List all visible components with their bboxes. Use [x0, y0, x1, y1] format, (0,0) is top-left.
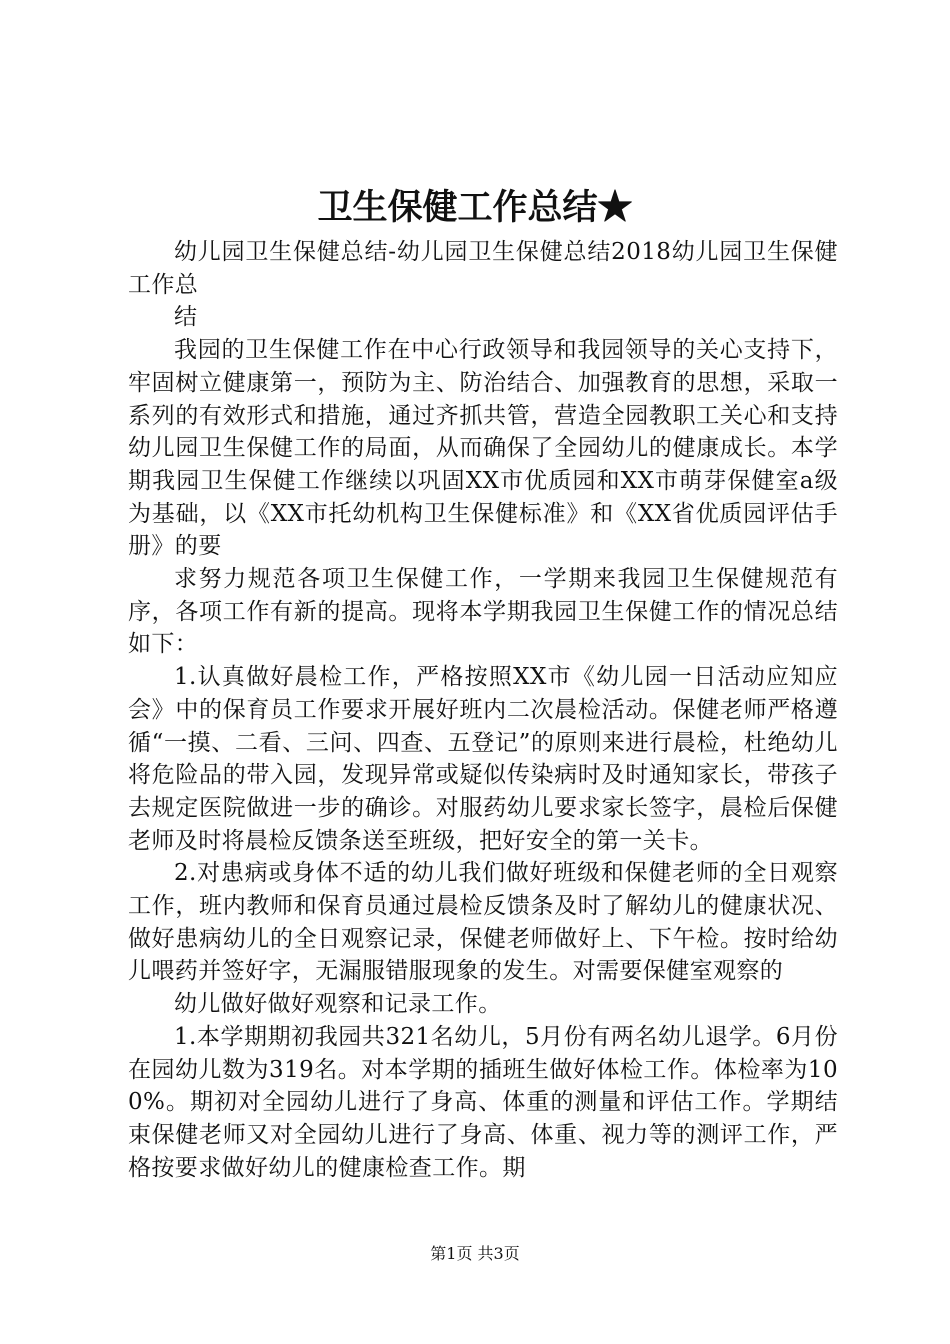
paragraph: 求努力规范各项卫生保健工作，一学期来我园卫生保健规范有序，各项工作有新的提高。现将本学期我园卫生保健工作的情况总结如下：	[128, 566, 838, 658]
paragraph: 1.本学期期初我园共321名幼儿，5月份有两名幼儿退学。6月份在园幼儿数为319名。对本学期的插班生做好体检工作。体检率为100%。期初对全园幼儿进行了身高、体重的测量和评估工作。学期结束保健老师又对全园幼儿进行了身高、体重、视力等的测评工作，严格按要求做好幼儿的健康检查工作。期	[128, 1023, 838, 1181]
paragraph: 我园的卫生保健工作在中心行政领导和我园领导的关心支持下，牢固树立健康第一，预防为主、防治结合、加强教育的思想，采取一系列的有效形式和措施，通过齐抓共管，营造全园教职工关心和支持幼儿园卫生保健工作的局面，从而确保了全园幼儿的健康成长。本学期我园卫生保健工作继续以巩固XX市优质园和XX市萌芽保健室a级为基础，以《XX市托幼机构卫生保健标准》和《XX省优质园评估手册》的要	[128, 337, 838, 560]
document-body	[128, 236, 838, 1184]
paragraph: 结	[174, 304, 198, 331]
paragraph: 幼儿园卫生保健总结-幼儿园卫生保健总结2018幼儿园卫生保健工作总	[128, 239, 838, 298]
paragraph: 幼儿做好做好观察和记录工作。	[174, 991, 502, 1018]
document-title: 卫生保健工作总结★	[317, 187, 633, 228]
paragraph: 1.认真做好晨检工作，严格按照XX市《幼儿园一日活动应知应会》中的保育员工作要求开展好班内二次晨检活动。保健老师严格遵循“一摸、二看、三问、四查、五登记”的原则来进行晨检，杜绝幼儿将危险品的带入园，发现异常或疑似传染病时及时通知家长，带孩子去规定医院做进一步的确诊。对服药幼儿要求家长签字，晨检后保健老师及时将晨检反馈条送至班级，把好安全的第一关卡。	[128, 664, 838, 854]
page-number-footer: 第1页 共3页	[430, 1244, 520, 1263]
paragraph: 2.对患病或身体不适的幼儿我们做好班级和保健老师的全日观察工作，班内教师和保育员通过晨检反馈条及时了解幼儿的健康状况、做好患病幼儿的全日观察记录，保健老师做好上、下午检。按时给幼儿喂药并签好字，无漏服错服现象的发生。对需要保健室观察的	[128, 860, 838, 985]
